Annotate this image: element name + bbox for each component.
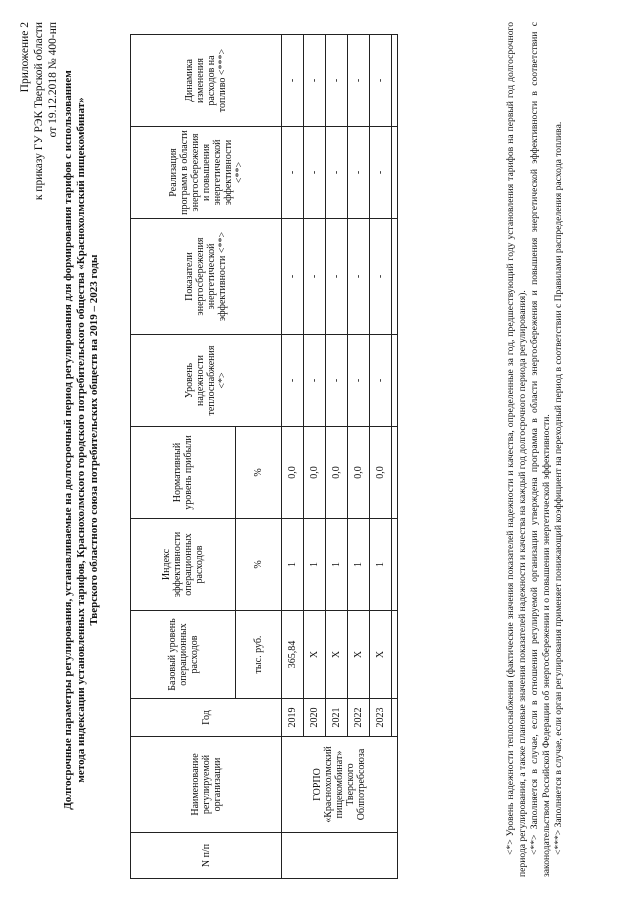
title-line-2: метода индексации установленных тарифов, Краснохолмского городского потребительского общества «Краснохолмский пищекомбинат» [75,97,87,783]
cell-energy: - [304,219,326,335]
footnote-2: <**> Заполняется в случае, если в отношении регулируемой организации утверждена программа в области энергосбережения и повышения энергетической эффективности в соответствии с законодательством Российской Федерации об энергосбережении и о повышении энергетической эффективности. [529,22,552,877]
cell-fuel: - [348,35,370,127]
cell-energy: - [370,219,392,335]
spacer-cell [392,427,398,519]
spacer-cell [392,35,398,127]
cell-fuel: - [326,35,348,127]
cell-energy: - [326,219,348,335]
cell-energy: - [348,219,370,335]
table-row [282,35,304,879]
cell-index: 1 [326,519,348,611]
cell-year: 2021 [326,699,348,737]
org-name-line: пищекомбинат» [334,750,345,819]
cell-year: 2020 [304,699,326,737]
header-reliability: Уровень надежности теплоснабжения <*> [131,335,282,427]
cell-index: 1 [370,519,392,611]
spacer-cell [392,699,398,737]
spacer-cell [392,127,398,219]
org-name-line: «Краснохолмский [323,746,334,823]
header-fuel: Динамика изменения расходов на топливо <***> [131,35,282,127]
cell-base: 365,84 [282,611,304,699]
appendix-date: от 19.12.2018 № 400-нп [47,22,59,138]
cell-fuel: - [304,35,326,127]
cell-programs: - [370,127,392,219]
cell-base: X [304,611,326,699]
header-num: N п/п [131,833,282,879]
header-energy: Показатели энергосбережения энергетической эффективности <**> [131,219,282,335]
cell-fuel: - [370,35,392,127]
document-title [62,45,101,835]
header-profit: Нормативный уровень прибыли [131,427,236,519]
header-base: Базовый уровень операционных расходов [131,611,236,699]
cell-programs: - [348,127,370,219]
title-line-3: Тверского областного союза потребительских обществ на 2019 – 2023 годы [88,254,100,626]
cell-reliability: - [370,335,392,427]
cell-profit: 0,0 [348,427,370,519]
spacer-cell [392,335,398,427]
appendix-label: Приложение 2 [19,22,31,93]
cell-index: 1 [282,519,304,611]
cell-year: 2022 [348,699,370,737]
org-name-line: ГОРПО [312,768,323,801]
cell-year: 2019 [282,699,304,737]
parameters-table [130,34,398,879]
unit-index: % [236,519,282,611]
org-name-line: Тверского [345,763,356,806]
cell-base: X [370,611,392,699]
cell-reliability: - [282,335,304,427]
appendix-reference [18,22,60,200]
spacer-cell [392,219,398,335]
spacer-cell [392,611,398,699]
org-name-line: Облпотребсоюза [356,748,367,821]
cell-index: 1 [304,519,326,611]
title-line-1: Долгосрочные параметры регулирования, устанавливаемые на долгосрочный период регулирования для формирования тарифов с использованием [62,70,74,810]
cell-profit: 0,0 [326,427,348,519]
cell-base: X [348,611,370,699]
header-org: Наименование регулируемой организации [131,737,282,833]
spacer-cell [392,519,398,611]
header-index: Индекс эффективности операционных расходов [131,519,236,611]
row-number [282,833,398,879]
cell-reliability: - [326,335,348,427]
header-programs: Реализация программ в области энергосбережения и повышения энергетической эффективности <**> [131,127,282,219]
unit-base: тыс. руб. [236,611,282,699]
cell-profit: 0,0 [304,427,326,519]
unit-profit: % [236,427,282,519]
footnote-3: <***> Заполняется в случае, если орган регулирования применяет понижающий коэффициент на переходный период в соответствии с Правилами распределения расхода топлива. [553,121,564,855]
cell-programs: - [304,127,326,219]
cell-profit: 0,0 [282,427,304,519]
cell-programs: - [282,127,304,219]
cell-base: X [326,611,348,699]
footnote-1: <*> Уровень надежности теплоснабжения (фактические значения показателей надежности и качества, определенные за год, предшествующий году установления тарифов на первый год долгосрочного периода регулирования, а также плановые значения показателей надежности и качества на каждый год долгосрочного периода регулирования). [505,22,528,877]
footnotes [505,22,565,877]
cell-fuel: - [282,35,304,127]
cell-index: 1 [348,519,370,611]
cell-reliability: - [348,335,370,427]
header-row [131,35,236,879]
header-year: Год [131,699,282,737]
cell-profit: 0,0 [370,427,392,519]
cell-programs: - [326,127,348,219]
cell-energy: - [282,219,304,335]
cell-reliability: - [304,335,326,427]
cell-year: 2023 [370,699,392,737]
org-name [282,737,398,833]
appendix-order: к приказу ГУ РЭК Тверской области [33,22,45,201]
